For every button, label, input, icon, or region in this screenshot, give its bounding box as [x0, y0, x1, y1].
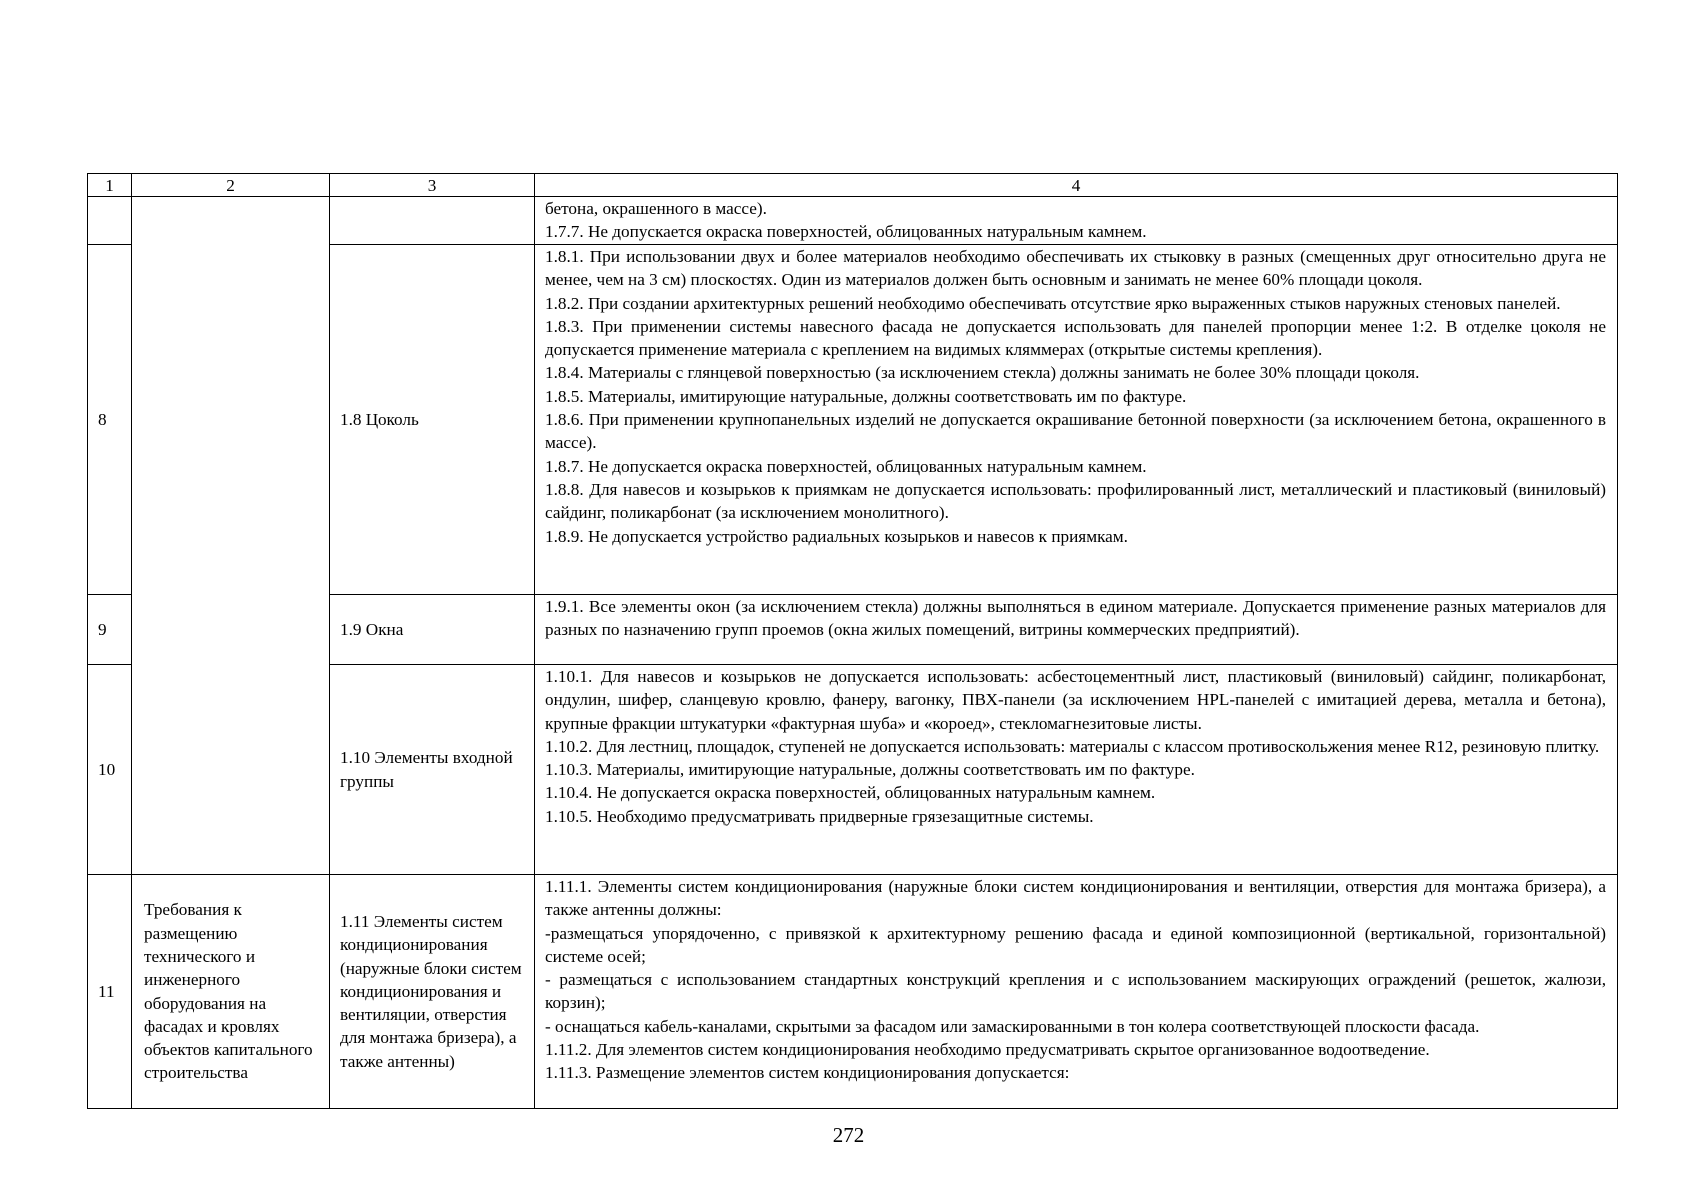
header-col-2: 2 — [132, 174, 330, 197]
row-number: 9 — [88, 595, 132, 665]
requirement-item: - размещаться с использованием стандартных конструкций крепления и с использованием маскирующих ограждений (решеток, жалюзи, корзин); — [545, 970, 1606, 1013]
requirement-item: 1.9.1. Все элементы окон (за исключением стекла) должны выполняться в едином материале. Допускается применение разных материалов для разных по назначению групп проемов (окна жилых помещений, витрины коммерческих предприятий). — [545, 597, 1606, 640]
row-number: 8 — [88, 245, 132, 595]
element-label: 1.11 Элементы систем кондиционирования (наружные блоки систем кондиционирования и вентиляции, отверстия для монтажа бризера), а также антенны) — [340, 911, 522, 1071]
requirement-item: -размещаться упорядоченно, с привязкой к архитектурному решению фасада и единой композиционной (вертикальной, горизонтальной) системе осей; — [545, 923, 1606, 966]
element-cell — [330, 595, 535, 665]
row-number: 11 — [88, 875, 132, 1109]
requirement-item: 1.10.1. Для навесов и козырьков не допускается использовать: асбестоцементный лист, пластиковый (виниловый) сайдинг, поликарбонат, ондулин, шифер, сланцевую кровлю, фанеру, вагонку, ПВХ-панели (за исключением HPL-панелей с имитацией дерева, металла и бетона), крупные фракции штукатурки «фактурная шуба» и «короед», стекломагнезитовые листы. — [545, 667, 1606, 733]
requirement-item: 1.10.4. Не допускается окраска поверхностей, облицованных натуральным камнем. — [545, 783, 1156, 803]
requirements-text-cell — [535, 595, 1618, 665]
requirement-item: 1.10.3. Материалы, имитирующие натуральные, должны соответствовать им по фактуре. — [545, 760, 1195, 780]
row-number: 10 — [88, 665, 132, 875]
header-col-1: 1 — [88, 174, 132, 197]
requirements-text-cell — [535, 245, 1618, 595]
table-header-row — [88, 174, 1618, 197]
requirement-item: бетона, окрашенного в массе). — [545, 199, 767, 218]
element-cell — [330, 875, 535, 1109]
requirement-item: 1.11.1. Элементы систем кондиционирования (наружные блоки систем кондиционирования и вентиляции, отверстия для монтажа бризера), а также антенны должны: — [545, 877, 1606, 920]
row-number — [88, 197, 132, 245]
element-cell — [330, 197, 535, 245]
requirement-item: 1.7.7. Не допускается окраска поверхностей, облицованных натуральным камнем. — [545, 222, 1147, 242]
requirement-item: 1.8.3. При применении системы навесного фасада не допускается использовать для панелей пропорции менее 1:2. В отделке цоколя не допускается применение материала с креплением на видимых кляммерах (открытые системы крепления). — [545, 316, 1606, 360]
requirement-item: 1.10.2. Для лестниц, площадок, ступеней не допускается использовать: материалы с классом противоскольжения менее R12, резиновую плитку. — [545, 736, 1600, 756]
header-col-4: 4 — [535, 174, 1618, 197]
table-row — [88, 875, 1618, 1109]
page-number: 272 — [832, 1123, 865, 1147]
requirement-item: 1.8.5. Материалы, имитирующие натуральные, должны соответствовать им по фактуре. — [545, 386, 1187, 406]
requirement-item: 1.10.5. Необходимо предусматривать придверные грязезащитные системы. — [545, 806, 1094, 826]
element-label: 1.8 Цоколь — [340, 409, 419, 429]
requirements-text-cell — [535, 875, 1618, 1109]
requirements-text-cell — [535, 197, 1618, 245]
requirement-item: 1.8.6. При применении крупнопанельных изделий не допускается окрашивание бетонной поверхности (за исключением бетона, окрашенного в массе). — [545, 410, 1606, 453]
requirement-item: 1.8.9. Не допускается устройство радиальных козырьков и навесов к приямкам. — [545, 526, 1128, 546]
requirement-cell — [132, 875, 330, 1109]
header-col-3: 3 — [330, 174, 535, 197]
element-cell — [330, 245, 535, 595]
requirements-table — [87, 173, 1618, 1109]
requirement-item: 1.11.2. Для элементов систем кондиционирования необходимо предусматривать скрытое организованное водоотведение. — [545, 1040, 1430, 1060]
table-row — [88, 197, 1618, 245]
element-label: 1.10 Элементы входной группы — [340, 748, 513, 791]
requirement-item: 1.8.1. При использовании двух и более материалов необходимо обеспечивать их стыковку в разных (смещенных друг относительно друга не менее, чем на 3 см) плоскостях. Один из материалов должен быть основным и занимать не менее 60% площади цоколя. — [545, 247, 1606, 290]
requirement-item: - оснащаться кабель-каналами, скрытыми за фасадом или замаскированными в тон колера соответствующей плоскости фасада. — [545, 1016, 1480, 1036]
requirement-item: 1.8.7. Не допускается окраска поверхностей, облицованных натуральным камнем. — [545, 456, 1147, 476]
element-label: 1.9 Окна — [340, 619, 404, 639]
requirement-item: 1.11.3. Размещение элементов систем кондиционирования допускается: — [545, 1063, 1070, 1083]
requirement-item: 1.8.8. Для навесов и козырьков к приямкам не допускается использовать: профилированный лист, металлический и пластиковый (виниловый) сайдинг, поликарбонат (за исключением монолитного). — [545, 479, 1606, 523]
element-cell — [330, 665, 535, 875]
requirement-cell-empty — [132, 197, 330, 875]
requirement-item: 1.8.4. Материалы с глянцевой поверхностью (за исключением стекла) должны занимать не более 30% площади цоколя. — [545, 363, 1420, 383]
requirement-item: 1.8.2. При создании архитектурных решений необходимо обеспечивать отсутствие ярко выраженных стыков наружных стеновых панелей. — [545, 293, 1561, 313]
requirement-label: Требования к размещению технического и инженерного оборудования на фасадах и кровлях объектов капитального строительства — [144, 900, 313, 1083]
requirements-text-cell — [535, 665, 1618, 875]
